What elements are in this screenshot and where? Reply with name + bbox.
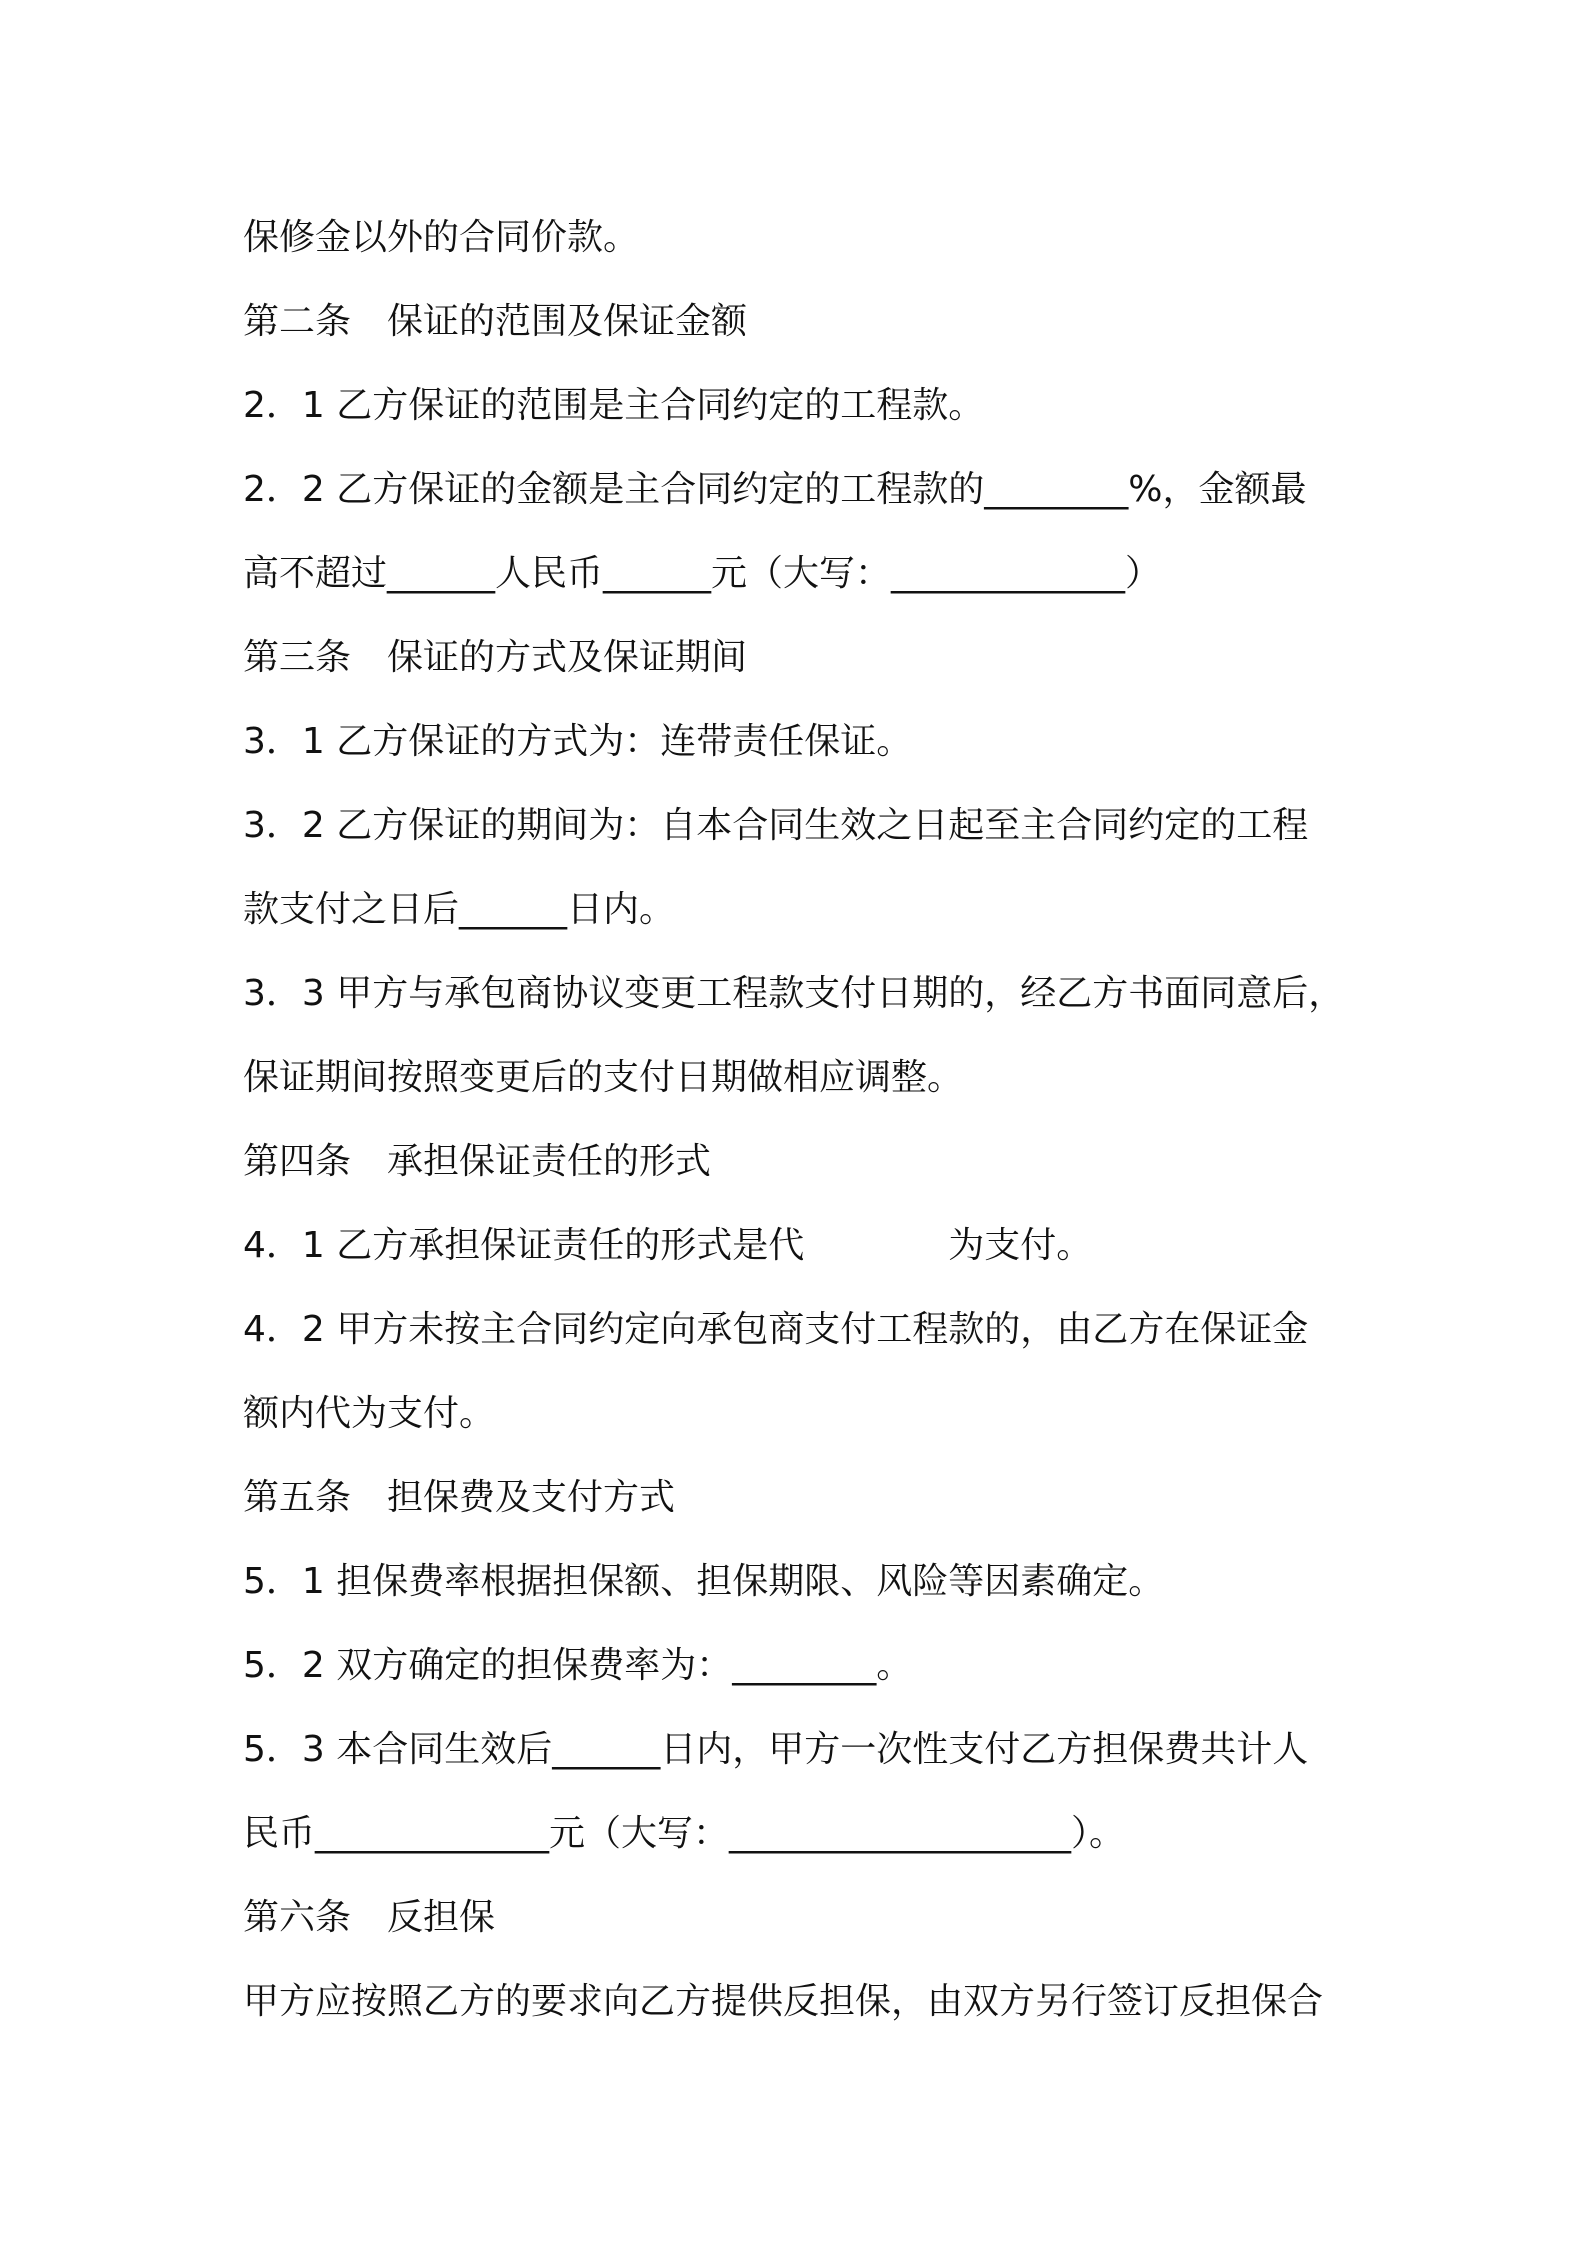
clause-3-2-cont: 款支付之日后______日内。 [243, 889, 676, 930]
clause-3-3: 3．3 甲方与承包商协议变更工程款支付日期的，经乙方书面同意后， [243, 973, 1345, 1014]
article-heading-2: 第二条 保证的范围及保证金额 [243, 301, 748, 342]
clause-6-text: 甲方应按照乙方的要求向乙方提供反担保，由双方另行签订反担保合 [243, 1981, 1324, 2022]
article-heading-3: 第三条 保证的方式及保证期间 [243, 637, 748, 678]
text-line: 保修金以外的合同价款。 [243, 217, 640, 258]
clause-5-1: 5．1 担保费率根据担保额、担保期限、风险等因素确定。 [243, 1561, 1165, 1602]
clause-4-2-cont: 额内代为支付。 [243, 1393, 496, 1434]
clause-5-3: 5．3 本合同生效后______日内，甲方一次性支付乙方担保费共计人 [243, 1729, 1309, 1770]
clause-3-1: 3．1 乙方保证的方式为：连带责任保证。 [243, 721, 913, 762]
clause-4-2: 4．2 甲方未按主合同约定向承包商支付工程款的，由乙方在保证金 [243, 1309, 1309, 1350]
clause-4-1: 4．1 乙方承担保证责任的形式是代 为支付。 [243, 1225, 1093, 1266]
clause-5-3-cont: 民币_____________元（大写：___________________）。 [243, 1813, 1126, 1854]
article-heading-5: 第五条 担保费及支付方式 [243, 1477, 676, 1518]
clause-2-2-cont: 高不超过______人民币______元（大写：_____________） [243, 553, 1162, 594]
clause-3-3-cont: 保证期间按照变更后的支付日期做相应调整。 [243, 1057, 964, 1098]
article-heading-6: 第六条 反担保 [243, 1897, 496, 1938]
clause-3-2: 3．2 乙方保证的期间为：自本合同生效之日起至主合同约定的工程 [243, 805, 1309, 846]
clause-5-2: 5．2 双方确定的担保费率为：________。 [243, 1645, 913, 1686]
article-heading-4: 第四条 承担保证责任的形式 [243, 1141, 712, 1182]
clause-2-2: 2．2 乙方保证的金额是主合同约定的工程款的________%，金额最 [243, 469, 1307, 510]
contract-body [243, 196, 1373, 2044]
clause-2-1: 2．1 乙方保证的范围是主合同约定的工程款。 [243, 385, 985, 426]
